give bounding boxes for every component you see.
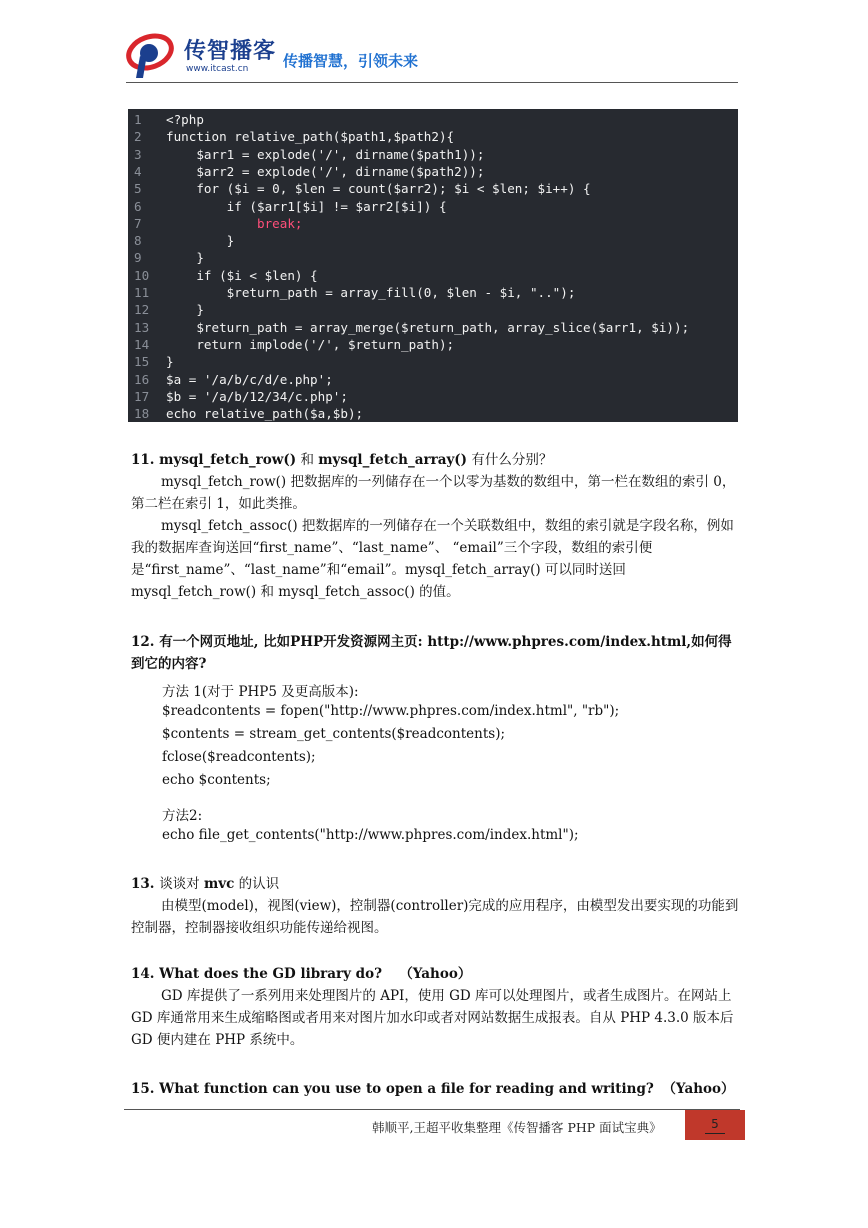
logo-text: 传智播客 [184, 39, 277, 64]
q12-method2-line1: echo file_get_contents("http://www.phpres.com/index.html"); [162, 827, 579, 843]
q12-method2-title: 方法2: [162, 808, 203, 824]
code-line: 11 $return_path = array_fill(0, $len - $i, ".."); [134, 285, 576, 300]
page-number: 5 [711, 1117, 719, 1131]
q12-method1-line4: echo $contents; [162, 772, 271, 788]
q12-title: 12. 有一个网页地址, 比如PHP开发资源网主页: http://www.phpres.com/index.html,如何得到它的内容? [131, 634, 732, 672]
line-number: 17 [134, 388, 150, 404]
q14-paragraph: GD 库提供了一系列用来处理图片的 API，使用 GD 库可以处理图片，或者生成图片。在网站上 GD 库通常用来生成缩略图或者用来对图片加水印或者对网站数据生成报表。自从 PHP 4.3.0 版本后 GD 便内建在 PHP 系统中。 [131, 988, 734, 1048]
q13-title: 13. 谈谈对 mvc 的认识 [131, 876, 280, 892]
q15-title: 15. What function can you use to open a file for reading and writing? （Yahoo） [131, 1081, 735, 1097]
code-line: 9 } [134, 250, 204, 266]
code-line: 2 function relative_path($path1,$path2){ [134, 129, 455, 145]
line-number: 5 [134, 181, 142, 197]
line-number: 6 [134, 198, 142, 214]
footer-text: 韩顺平,王超平收集整理《传智播客 PHP 面试宝典》 [372, 1120, 662, 1135]
header-divider [126, 82, 738, 83]
code-line: 16 $a = '/a/b/c/d/e.php'; [134, 371, 333, 387]
itcast-logo-icon [126, 30, 178, 80]
code-line: 1 <?php [134, 112, 204, 127]
q12-method1-line2: $contents = stream_get_contents($readcontents); [162, 726, 506, 742]
line-number: 12 [134, 302, 150, 318]
code-line: 12 } [134, 302, 204, 318]
code-line: 13 $return_path = array_merge($return_path, array_slice($arr1, $i)); [134, 319, 690, 335]
code-line: 7 break; [134, 215, 303, 231]
code-line: 4 $arr2 = explode('/', dirname($path2)); [134, 163, 485, 179]
q11-paragraph-1: mysql_fetch_row() 把数据库的一列储存在一个以零为基数的数组中，第一栏在数组的索引 0，第二栏在索引 1，如此类推。 [131, 474, 736, 512]
header-slogan: 传播智慧，引领未来 [283, 52, 419, 70]
code-line: 8 } [134, 233, 235, 249]
code-line: 10 if ($i < $len) { [134, 267, 318, 283]
line-number: 13 [134, 319, 150, 335]
line-number: 18 [134, 406, 150, 422]
code-line: 3 $arr1 = explode('/', dirname($path1)); [134, 146, 485, 162]
line-number: 3 [134, 146, 142, 162]
page-number-underline [705, 1133, 725, 1134]
line-number: 7 [134, 215, 142, 231]
line-number: 8 [134, 233, 142, 249]
line-number: 9 [134, 250, 142, 266]
code-line: 6 if ($arr1[$i] != $arr2[$i]) { [134, 198, 447, 214]
q14-title: 14. What does the GD library do? （Yahoo） [131, 966, 472, 982]
page-number-box [685, 1110, 745, 1140]
code-line: 18 echo relative_path($a,$b); [134, 406, 364, 422]
line-number: 1 [134, 112, 142, 127]
footer-divider [124, 1109, 740, 1110]
code-line: 15 } [134, 354, 174, 370]
line-number: 4 [134, 163, 142, 179]
line-number: 16 [134, 371, 150, 387]
q12-method1-line3: fclose($readcontents); [162, 749, 316, 765]
page-header [126, 28, 738, 84]
code-line: 5 for ($i = 0, $len = count($arr2); $i < $len; $i++) { [134, 181, 591, 197]
line-number: 15 [134, 354, 150, 370]
code-line: 17 $b = '/a/b/12/34/c.php'; [134, 388, 348, 404]
code-block [128, 109, 738, 422]
code-line: 14 return implode('/', $return_path); [134, 336, 455, 352]
line-number: 2 [134, 129, 142, 145]
line-number: 14 [134, 336, 150, 352]
q11-title: 11. mysql_fetch_row() 和 mysql_fetch_array() 有什么分别？ [131, 452, 553, 468]
q13-paragraph: 由模型(model)，视图(view)，控制器(controller)完成的应用程序，由模型发出要实现的功能到控制器，控制器接收组织功能传递给视图。 [131, 898, 739, 936]
line-number: 11 [134, 285, 150, 300]
q12-method1-line1: $readcontents = fopen("http://www.phpres.com/index.html", "rb"); [162, 703, 620, 719]
q11-paragraph-2: mysql_fetch_assoc() 把数据库的一列储存在一个关联数组中，数组的索引就是字段名称，例如我的数据库查询送回“first_name”、“last_name”、 “email”三个字段，数组的索引便是“first_name”、“last_name”和“email”。mysql_fetch_array() 可以同时送回 mysql_fetch_row() 和 mysql_fetch_assoc() 的值。 [131, 518, 734, 600]
q12-method1-title: 方法 1(对于 PHP5 及更高版本): [162, 684, 359, 700]
line-number: 10 [134, 267, 150, 283]
logo-url: www.itcast.cn [186, 64, 249, 74]
